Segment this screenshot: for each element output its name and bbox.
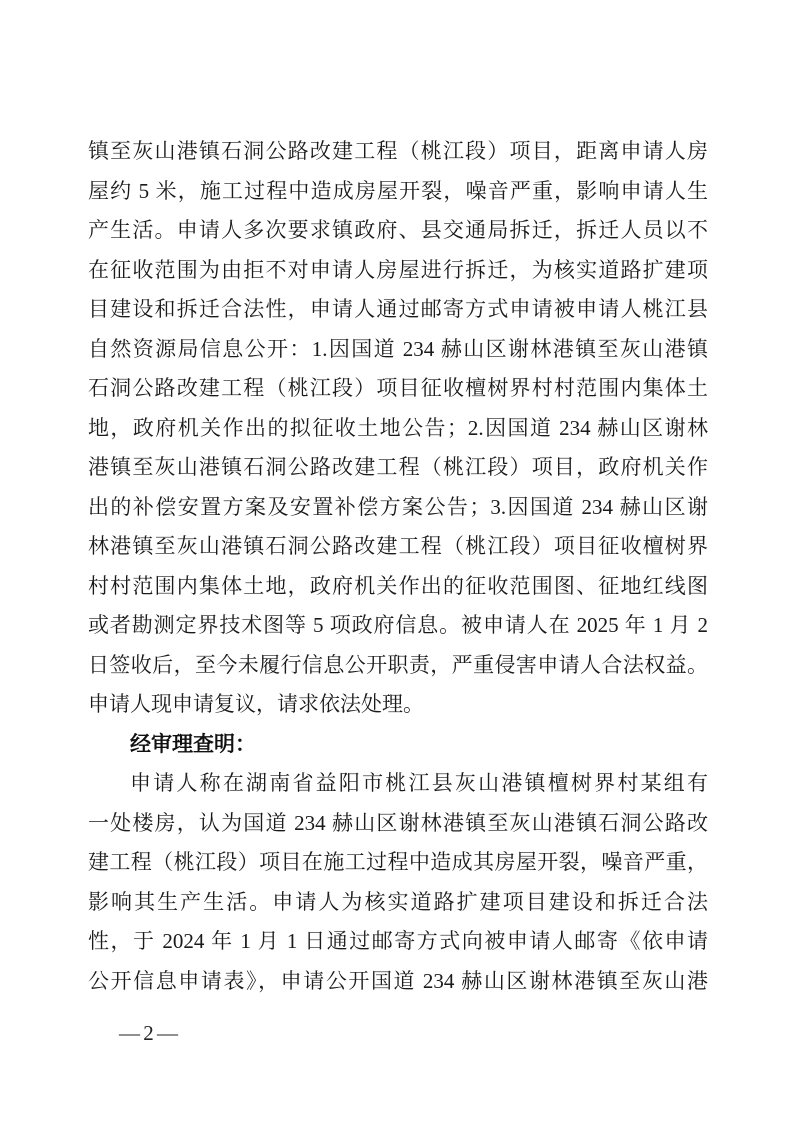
document-body (88, 132, 708, 1001)
text-line: 目建设和拆迁合法性，申请人通过邮寄方式申请被申请人桃江县 (88, 297, 708, 321)
text-line: 港镇至灰山港镇石洞公路改建工程（桃江段）项目，政府机关作 (88, 455, 708, 479)
text-line: 在征收范围为由拒不对申请人房屋进行拆迁，为核实道路扩建项 (88, 257, 708, 282)
text-line: 日签收后，至今未履行信息公开职责，严重侵害申请人合法权益。 (88, 652, 708, 677)
text-line: 产生活。申请人多次要求镇政府、县交通局拆迁，拆迁人员以不 (88, 218, 708, 242)
text-line: 屋约 5 米，施工过程中造成房屋开裂，噪音严重，影响申请人生 (88, 178, 708, 203)
text-line: 建工程（桃江段）项目在施工过程中造成其房屋开裂，噪音严重， (88, 850, 708, 874)
text-line: 或者勘测定界技术图等 5 项政府信息。被申请人在 2025 年 1 月 2 (88, 613, 708, 637)
section-heading-findings: 经审理查明： (130, 732, 256, 756)
text-line: 一处楼房，认为国道 234 赫山区谢林港镇至灰山港镇石洞公路改 (88, 810, 708, 835)
text-line: 申请人现申请复议，请求依法处理。 (88, 692, 424, 716)
text-line: 自然资源局信息公开：1.因国道 234 赫山区谢林港镇至灰山港镇 (88, 336, 708, 361)
paragraph-application-claim (88, 132, 708, 725)
text-line: 地，政府机关作出的拟征收土地公告；2.因国道 234 赫山区谢林 (88, 415, 708, 440)
text-line: 镇至灰山港镇石洞公路改建工程（桃江段）项目，距离申请人房 (88, 139, 708, 163)
text-line: 村村范围内集体土地，政府机关作出的征收范围图、征地红线图 (88, 573, 708, 598)
paragraph-findings (88, 764, 708, 1001)
text-line: 石洞公路改建工程（桃江段）项目征收檀树界村村范围内集体土 (88, 376, 708, 400)
text-line: 出的补偿安置方案及安置补偿方案公告；3.因国道 234 赫山区谢 (88, 494, 708, 519)
text-line: 性，于 2024 年 1 月 1 日通过邮寄方式向被申请人邮寄《依申请 (88, 929, 708, 953)
text-line: 林港镇至灰山港镇石洞公路改建工程（桃江段）项目征收檀树界 (88, 534, 708, 558)
text-line: 公开信息申请表》，申请公开国道 234 赫山区谢林港镇至灰山港 (88, 968, 708, 993)
text-line: 申请人称在湖南省益阳市桃江县灰山港镇檀树界村某组有 (130, 771, 708, 795)
page-number: — 2 — (119, 1021, 177, 1045)
text-line: 影响其生产生活。申请人为核实道路扩建项目建设和拆迁合法 (88, 889, 708, 914)
